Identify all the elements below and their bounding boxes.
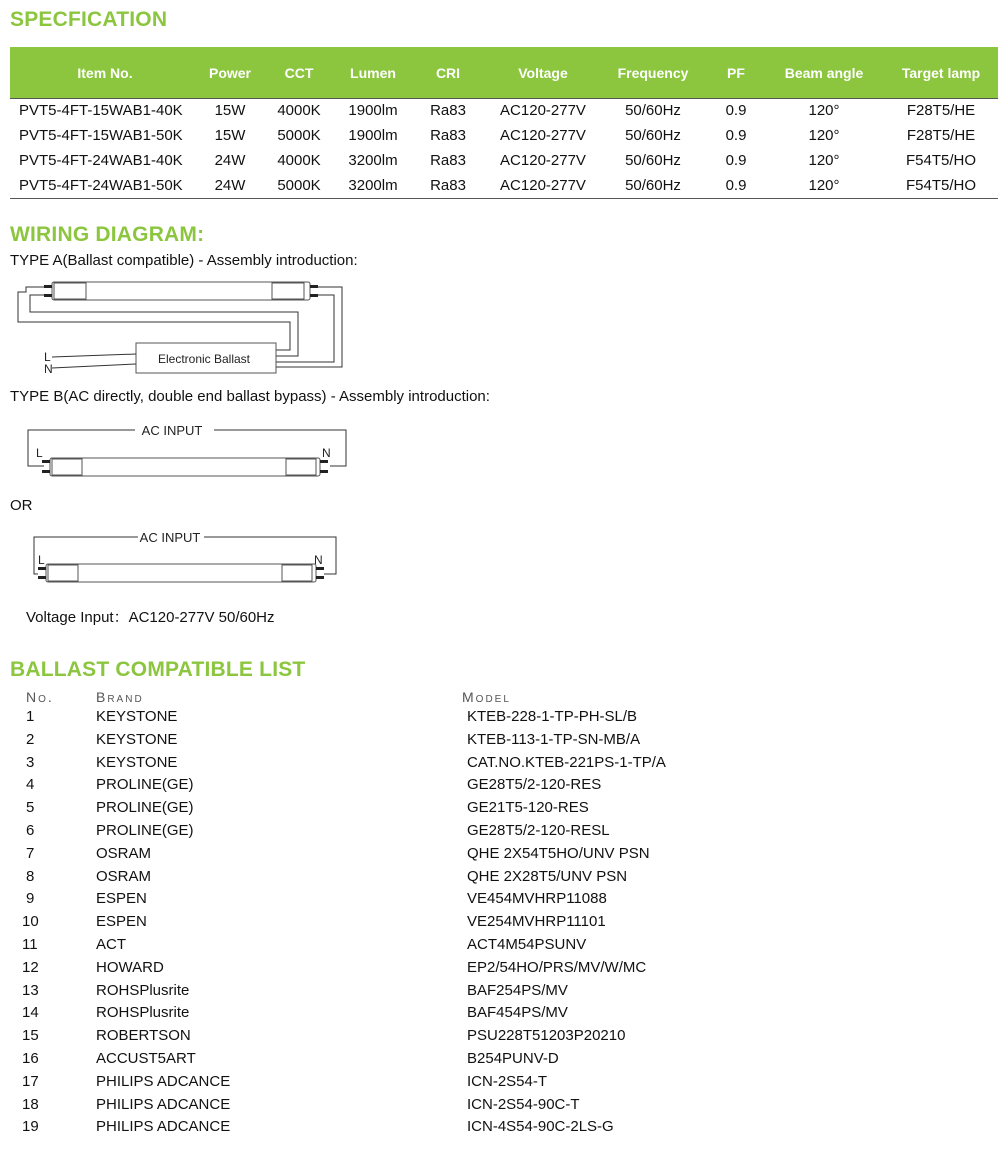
list-item: [0, 797, 1000, 820]
spec-cell: 15W: [214, 127, 246, 144]
ballast-no: 4: [26, 776, 35, 794]
spec-cell: 50/60Hz: [625, 152, 681, 169]
ballast-brand: PHILIPS ADCANCE: [96, 1118, 231, 1136]
col-no-header: No.: [26, 689, 54, 705]
ballast-brand: HOWARD: [96, 958, 164, 976]
ballast-no: 1: [26, 708, 35, 725]
ballast-brand: PROLINE(GE): [96, 776, 194, 794]
list-item: [0, 866, 1000, 889]
list-item: [0, 1071, 1000, 1094]
spec-row: [10, 173, 998, 198]
spec-header-cell: Beam angle: [784, 65, 864, 82]
spec-row: [10, 148, 998, 173]
spec-header-cell: CRI: [435, 65, 461, 82]
ballast-model: ACT4M54PSUNV: [467, 935, 587, 953]
spec-cell: 4000K: [260, 98, 338, 123]
spec-cell: 15W: [200, 98, 260, 123]
live-label: L: [36, 446, 43, 460]
spec-cell: AC120-277V: [488, 173, 598, 198]
spec-header-cell: Power: [208, 65, 251, 82]
ballast-no: 3: [26, 753, 35, 771]
spec-cell: 120°: [808, 127, 840, 144]
spec-cell: PVT5-4FT-15WAB1-40K: [10, 98, 200, 123]
spec-cell: PVT5-4FT-24WAB1-50K: [10, 173, 200, 198]
spec-row: [10, 123, 998, 148]
ballast-model: KTEB-113-1-TP-SN-MB/A: [467, 730, 641, 748]
ballast-model: PSU228T51203P20210: [467, 1027, 626, 1045]
spec-header-cell: Lumen: [350, 65, 396, 82]
ballast-brand: ROHSPlusrite: [96, 1004, 190, 1022]
spec-cell: 0.9: [708, 173, 764, 198]
list-item: [0, 888, 1000, 911]
ballast-no: 11: [22, 935, 38, 953]
spec-cell: 120°: [808, 152, 840, 169]
ballast-no: 14: [22, 1004, 39, 1022]
spec-cell: F28T5/HE: [884, 98, 998, 123]
ballast-brand: ACCUST5ART: [96, 1049, 196, 1067]
spec-cell: F54T5/HO: [884, 173, 998, 198]
ballast-brand: KEYSTONE: [96, 730, 178, 748]
spec-cell: 1900lm: [348, 127, 398, 144]
type-a-caption: TYPE A(Ballast compatible) - Assembly introduction:: [10, 252, 358, 269]
neutral-label: N: [322, 446, 331, 460]
ballast-no: 2: [26, 730, 35, 748]
list-item: [0, 752, 1000, 775]
list-item: [0, 1048, 1000, 1071]
spec-header-cell: CCT: [284, 65, 314, 82]
ballast-no: 16: [22, 1049, 39, 1067]
ballast-no: 13: [22, 981, 39, 999]
ballast-no: 6: [26, 821, 35, 839]
ballast-brand: PHILIPS ADCANCE: [96, 1072, 231, 1090]
spec-cell: 3200lm: [348, 152, 398, 169]
spec-header-cell: PF: [727, 65, 745, 82]
ballast-model: BAF454PS/MV: [467, 1004, 568, 1022]
spec-cell: F54T5/HO: [905, 152, 977, 169]
ballast-no: 19: [22, 1118, 39, 1136]
col-model-header: Model: [462, 689, 511, 705]
spec-header-cell: Voltage: [518, 65, 568, 82]
ballast-model: CAT.NO.KTEB-221PS-1-TP/A: [467, 753, 666, 771]
ballast-model: QHE 2X28T5/UNV PSN: [467, 867, 628, 885]
spec-cell: F28T5/HE: [906, 127, 976, 144]
voltage-input-text: Voltage Input：AC120-277V 50/60Hz: [26, 609, 275, 626]
ballast-model: EP2/54HO/PRS/MV/W/MC: [467, 958, 647, 976]
ballast-model: VE454MVHRP11088: [467, 890, 607, 908]
list-item: [0, 911, 1000, 934]
spec-cell: 50/60Hz: [625, 127, 681, 144]
ballast-no: 18: [22, 1095, 39, 1113]
ballast-brand: PHILIPS ADCANCE: [96, 1095, 231, 1113]
ballast-no: 10: [22, 913, 39, 931]
ballast-brand: KEYSTONE: [96, 708, 178, 725]
ac-input-label: AC INPUT: [139, 530, 201, 545]
col-brand-header: Brand: [96, 689, 144, 705]
ballast-no: 17: [22, 1072, 39, 1090]
list-item: [0, 980, 1000, 1003]
type-b-wiring-diagram-2: [0, 524, 360, 590]
ballast-brand: ROBERTSON: [96, 1027, 191, 1045]
ballast-brand: ROHSPlusrite: [96, 981, 190, 999]
spec-cell: PVT5-4FT-15WAB1-50K: [19, 127, 183, 144]
spec-cell: 4000K: [277, 152, 321, 169]
spec-cell: 0.9: [725, 152, 747, 169]
ballast-list: [0, 706, 1000, 1139]
ballast-model: VE254MVHRP11101: [467, 913, 606, 931]
wiring-title: WIRING DIAGRAM:: [10, 223, 205, 246]
ballast-brand: ESPEN: [96, 890, 147, 908]
live-label: L: [38, 553, 45, 567]
spec-header-cell: Target lamp: [901, 65, 981, 82]
spec-cell: Ra83: [430, 127, 466, 144]
spec-header-row: [10, 48, 998, 98]
spec-cell: AC120-277V: [500, 127, 586, 144]
ballast-model: ICN-2S54-90C-T: [467, 1095, 580, 1113]
ballast-model: ICN-4S54-90C-2LS-G: [467, 1118, 614, 1136]
spec-cell: 120°: [764, 98, 884, 123]
ballast-model: GE28T5/2-120-RES: [467, 776, 602, 794]
ballast-model: KTEB-228-1-TP-PH-SL/B: [467, 708, 638, 725]
ballast-model: B254PUNV-D: [467, 1049, 559, 1067]
ballast-brand: PROLINE(GE): [96, 821, 194, 839]
ballast-label: Electronic Ballast: [157, 352, 251, 366]
type-b-caption: TYPE B(AC directly, double end ballast bypass) - Assembly introduction:: [10, 388, 490, 405]
list-item: [0, 843, 1000, 866]
spec-cell: 120°: [764, 173, 884, 198]
spec-cell: Ra83: [408, 173, 488, 198]
spec-row: [10, 98, 998, 123]
spec-cell: Ra83: [408, 98, 488, 123]
spec-cell: 5000K: [260, 173, 338, 198]
ballast-model: BAF254PS/MV: [467, 981, 568, 999]
spec-cell: 24W: [200, 173, 260, 198]
spec-title: SPECFICATION: [10, 8, 168, 31]
spec-cell: 5000K: [277, 127, 321, 144]
ballast-model: GE28T5/2-120-RESL: [467, 821, 610, 839]
list-item: [0, 934, 1000, 957]
spec-cell: PVT5-4FT-24WAB1-40K: [19, 152, 183, 169]
spec-cell: 1900lm: [338, 98, 408, 123]
neutral-label: N: [314, 553, 323, 567]
ballast-no: 7: [26, 844, 35, 862]
ballast-brand: ESPEN: [96, 913, 147, 931]
ballast-brand: OSRAM: [96, 844, 152, 862]
list-item: [0, 706, 1000, 729]
or-label: OR: [10, 497, 33, 514]
spec-cell: 0.9: [708, 98, 764, 123]
ballast-brand: ACT: [96, 935, 126, 953]
ballast-no: 8: [26, 867, 35, 885]
spec-cell: Ra83: [430, 152, 466, 169]
list-item: [0, 1116, 1000, 1139]
list-item: [0, 729, 1000, 752]
ballast-title: BALLAST COMPATIBLE LIST: [10, 658, 306, 681]
ballast-no: 12: [22, 958, 39, 976]
spec-cell: 50/60Hz: [598, 173, 708, 198]
ballast-brand: KEYSTONE: [96, 753, 178, 771]
spec-header-cell: Frequency: [617, 65, 689, 82]
ballast-no: 5: [26, 799, 35, 817]
ballast-model: ICN-2S54-T: [467, 1072, 548, 1090]
list-item: [0, 957, 1000, 980]
spec-cell: 50/60Hz: [598, 98, 708, 123]
list-item: [0, 820, 1000, 843]
ballast-brand: PROLINE(GE): [96, 799, 194, 817]
spec-cell: AC120-277V: [488, 98, 598, 123]
ballast-no: 15: [22, 1027, 39, 1045]
list-item: [0, 1002, 1000, 1025]
list-item: [0, 1025, 1000, 1048]
type-b-wiring-diagram-1: [0, 418, 360, 488]
list-item: [0, 774, 1000, 797]
ballast-model: QHE 2X54T5HO/UNV PSN: [467, 844, 650, 862]
ballast-brand: OSRAM: [96, 867, 152, 885]
spec-table: [10, 47, 998, 199]
spec-cell: 24W: [214, 152, 246, 169]
spec-table-body: [10, 98, 998, 198]
spec-cell: 3200lm: [338, 173, 408, 198]
ballast-model: GE21T5-120-RES: [467, 799, 589, 817]
ballast-no: 9: [26, 890, 35, 908]
spec-header-cell: Item No.: [77, 65, 133, 82]
type-a-wiring-diagram: [0, 270, 360, 380]
spec-cell: AC120-277V: [500, 152, 586, 169]
ac-input-label: AC INPUT: [141, 423, 203, 438]
list-item: [0, 1094, 1000, 1117]
live-label: L: [44, 350, 51, 364]
neutral-label: N: [44, 362, 53, 376]
spec-cell: 0.9: [725, 127, 747, 144]
